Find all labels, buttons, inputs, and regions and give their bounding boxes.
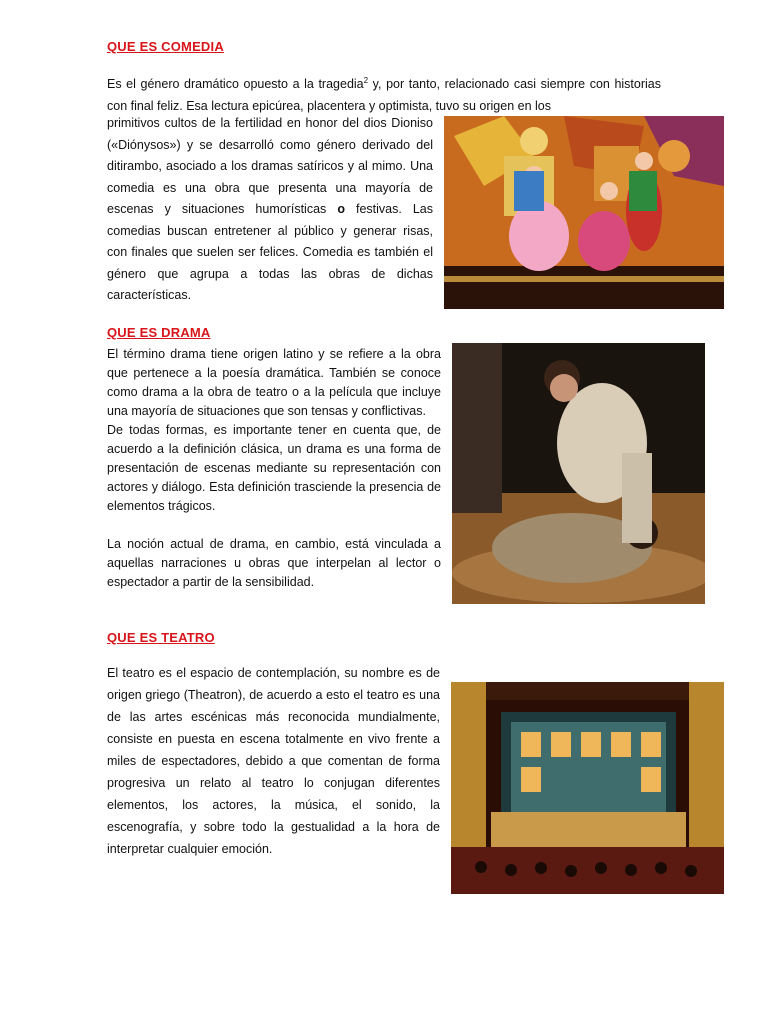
comedia-body-b: festivas. Las comedias buscan entretener al público y generar risas, con finales que suelen ser felices. Comedia es también el género que agrupa a todas las obras de dichas características. xyxy=(107,202,434,302)
teatro-paragraph-1: El teatro es el espacio de contemplación, su nombre es de origen griego (Theatron), de acuerdo a esto el teatro es una de las artes escénicas más reconocida mundialmente, consiste en puesta en escena totalmente en vivo frente a miles de espectadores, debido a que comentan de forma progresiva un relato al teatro lo conjugan diferentes elementos, los actores, la música, el sonido, la escenografía, y sobre todo la gestualidad a la hora de interpretar cualquier emoción. xyxy=(107,666,440,856)
theatre-hall-photo xyxy=(451,682,724,894)
footnote-marker: 2 xyxy=(363,76,369,85)
drama-stage-photo xyxy=(452,343,705,604)
drama-paragraph-2: De todas formas, es importante tener en cuenta que, de acuerdo a la definición clásica, un drama es una forma de presentación de escenas mediante su representación con actores y diálogo. Esta definición trasciende la presencia de elementos trágicos. xyxy=(107,423,441,513)
comedia-intro xyxy=(107,70,661,117)
bullet-mark: o xyxy=(337,202,345,216)
drama-paragraph-3: La noción actual de drama, en cambio, está vinculada a aquellas narraciones u obras que interpelan al lector o espectador a partir de la sensibilidad. xyxy=(107,537,441,589)
teatro-body xyxy=(107,662,440,860)
comedy-stage-photo xyxy=(444,116,724,309)
heading-comedia: QUE ES COMEDIA xyxy=(107,39,224,54)
drama-body xyxy=(107,345,441,592)
drama-paragraph-1: El término drama tiene origen latino y se refiere a la obra que pertenece a la poesía dramática. También se conoce como drama a la obra de teatro o a la película que incluye una mayoría de situaciones que son tensas y conflictivas. xyxy=(107,347,441,418)
comedia-intro-a: Es el género dramático opuesto a la tragedia xyxy=(107,77,364,92)
heading-drama: QUE ES DRAMA xyxy=(107,325,211,340)
heading-teatro: QUE ES TEATRO xyxy=(107,630,215,645)
comedia-body xyxy=(107,113,433,307)
comedia-body-a: primitivos cultos de la fertilidad en honor del dios Dioniso («Diónysos») y se desarrolló como género derivado del ditirambo, asociado a los dramas satíricos y al mimo. Una comedia es una obra que presenta una mayoría de escenas y situaciones humorísticas xyxy=(107,116,433,216)
comedia-intro-b: y, por tanto, relacionado casi siempre con historias con final feliz. Esa lectura epicúrea, placentera y optimista, tuvo su origen en los xyxy=(107,77,661,113)
